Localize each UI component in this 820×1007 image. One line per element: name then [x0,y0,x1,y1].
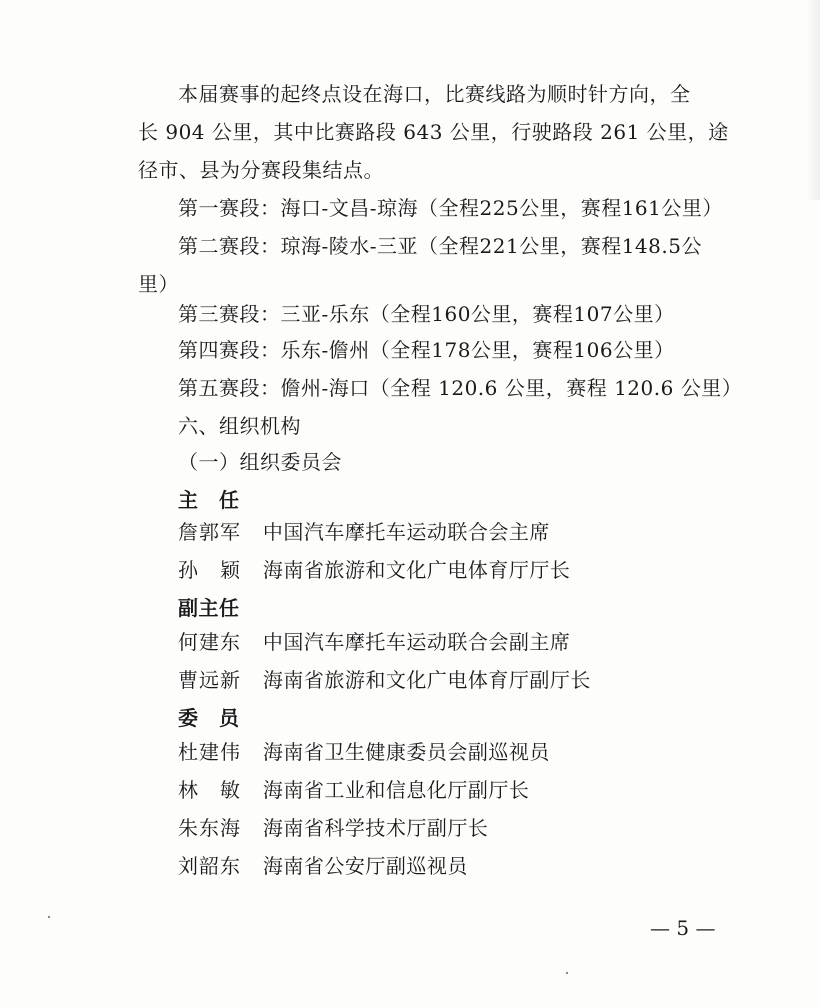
intro-line-1: 本届赛事的起终点设在海口，比赛线路为顺时针方向，全 [178,82,691,106]
member-row [178,518,550,546]
member-name: 何建东 [178,630,241,654]
member-row [178,776,529,804]
section-subtitle: （一）组织委员会 [178,450,342,474]
scan-speck [48,916,50,918]
member-role: 海南省卫生健康委员会副巡视员 [262,740,550,764]
scan-speck [566,972,568,974]
member-name: 詹郭军 [178,520,241,544]
member-row [178,628,570,656]
member-name: 曹远新 [178,668,241,692]
committee-heading: 委 员 [178,706,240,730]
member-name: 杜建伟 [178,740,241,764]
member-name: 孙 颖 [178,558,241,582]
deputy-heading: 副主任 [178,596,240,620]
member-row [178,814,488,842]
member-row [178,852,468,880]
director-heading: 主 任 [178,488,240,512]
section-title: 六、组织机构 [178,414,301,438]
stage-3: 第三赛段：三亚-乐东（全程160公里，赛程107公里） [178,302,675,326]
member-role: 中国汽车摩托车运动联合会副主席 [262,630,571,654]
member-row [178,738,550,766]
member-role: 海南省公安厅副巡视员 [262,854,468,878]
stage-2: 第二赛段：琼海-陵水-三亚（全程221公里，赛程148.5公 [178,234,702,258]
stage-5: 第五赛段：儋州-海口（全程 120.6 公里，赛程 120.6 公里） [178,376,743,400]
member-role: 海南省旅游和文化广电体育厅副厅长 [262,668,591,692]
member-row [178,666,591,694]
intro-line-3: 径市、县为分赛段集结点。 [138,158,384,182]
member-role: 中国汽车摩托车运动联合会主席 [262,520,550,544]
scan-edge-shadow [806,0,820,200]
member-role: 海南省科学技术厅副厅长 [262,816,489,840]
stage-1: 第一赛段：海口-文昌-琼海（全程225公里，赛程161公里） [178,196,723,220]
stage-2-continuation: 里） [138,272,179,296]
stage-4: 第四赛段：乐东-儋州（全程178公里，赛程106公里） [178,338,675,362]
member-row [178,556,570,584]
member-role: 海南省工业和信息化厅副厅长 [262,778,530,802]
member-name: 林 敏 [178,778,241,802]
member-name: 朱东海 [178,816,241,840]
member-name: 刘韶东 [178,854,241,878]
page-number: — 5 — [650,916,716,940]
intro-line-2: 长 904 公里，其中比赛路段 643 公里，行驶路段 261 公里，途 [138,120,729,144]
member-role: 海南省旅游和文化广电体育厅厅长 [262,558,571,582]
